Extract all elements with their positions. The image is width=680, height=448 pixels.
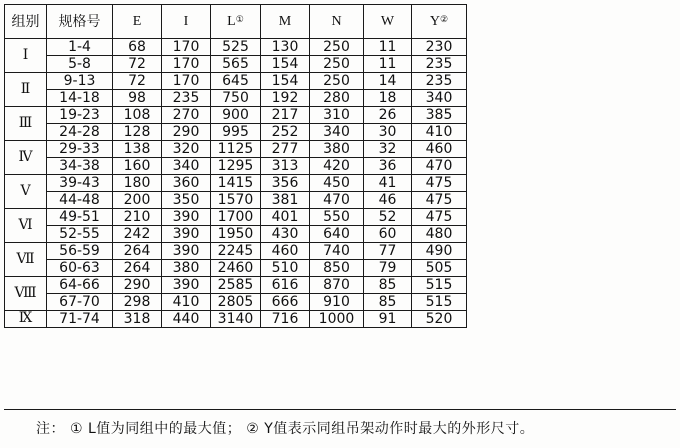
cell-l: 645 — [211, 73, 261, 90]
table-row — [5, 294, 677, 311]
footnote-text: 注： ① L值为同组中的最大值； ② Y值表示同组吊架动作时最大的外形尺寸。 — [36, 421, 535, 437]
blank-cell — [467, 56, 677, 73]
cell-e: 72 — [113, 73, 162, 90]
cell-n: 280 — [310, 90, 364, 107]
table-row — [5, 243, 677, 260]
cell-l: 1125 — [211, 141, 261, 158]
header-y — [412, 5, 467, 39]
cell-i: 270 — [162, 107, 211, 124]
cell-y: 410 — [412, 124, 467, 141]
cell-e: 72 — [113, 56, 162, 73]
cell-w: 26 — [364, 107, 412, 124]
blank-cell — [467, 107, 677, 124]
header-group: 组别 — [5, 5, 47, 39]
cell-l: 995 — [211, 124, 261, 141]
cell-spec: 60-63 — [47, 260, 113, 277]
cell-y: 340 — [412, 90, 467, 107]
cell-e: 318 — [113, 311, 162, 328]
blank-cell — [467, 243, 677, 260]
cell-n: 310 — [310, 107, 364, 124]
header-l — [211, 5, 261, 39]
table-row — [5, 158, 677, 175]
cell-n: 420 — [310, 158, 364, 175]
cell-l: 2805 — [211, 294, 261, 311]
cell-i: 340 — [162, 158, 211, 175]
cell-y: 235 — [412, 56, 467, 73]
cell-l: 2245 — [211, 243, 261, 260]
cell-w: 52 — [364, 209, 412, 226]
group-label: Ⅲ — [5, 107, 47, 141]
cell-i: 235 — [162, 90, 211, 107]
cell-i: 290 — [162, 124, 211, 141]
cell-l: 750 — [211, 90, 261, 107]
cell-n: 740 — [310, 243, 364, 260]
group-label: Ⅱ — [5, 73, 47, 107]
cell-e: 298 — [113, 294, 162, 311]
table-row — [5, 73, 677, 90]
spec-table — [4, 4, 676, 328]
table-row — [5, 209, 677, 226]
table-row — [5, 90, 677, 107]
blank-cell — [467, 141, 677, 158]
cell-l: 2460 — [211, 260, 261, 277]
cell-i: 350 — [162, 192, 211, 209]
cell-w: 85 — [364, 294, 412, 311]
cell-e: 210 — [113, 209, 162, 226]
cell-m: 716 — [261, 311, 310, 328]
cell-m: 430 — [261, 226, 310, 243]
cell-e: 242 — [113, 226, 162, 243]
cell-y: 475 — [412, 175, 467, 192]
blank-cell — [467, 294, 677, 311]
cell-i: 390 — [162, 226, 211, 243]
header-row — [5, 5, 677, 39]
cell-l: 1700 — [211, 209, 261, 226]
cell-e: 108 — [113, 107, 162, 124]
cell-l: 1570 — [211, 192, 261, 209]
cell-spec: 1-4 — [47, 39, 113, 56]
blank-cell — [467, 192, 677, 209]
cell-e: 68 — [113, 39, 162, 56]
footnote-area — [4, 409, 676, 440]
cell-y: 515 — [412, 294, 467, 311]
cell-n: 850 — [310, 260, 364, 277]
cell-i: 170 — [162, 39, 211, 56]
cell-w: 18 — [364, 90, 412, 107]
cell-l: 525 — [211, 39, 261, 56]
cell-l: 1295 — [211, 158, 261, 175]
cell-spec: 56-59 — [47, 243, 113, 260]
group-label: Ⅵ — [5, 209, 47, 243]
header-l-footnote-mark: ① — [235, 13, 244, 24]
cell-m: 460 — [261, 243, 310, 260]
cell-i: 410 — [162, 294, 211, 311]
cell-y: 235 — [412, 73, 467, 90]
cell-w: 77 — [364, 243, 412, 260]
cell-w: 11 — [364, 56, 412, 73]
cell-y: 490 — [412, 243, 467, 260]
cell-y: 520 — [412, 311, 467, 328]
cell-m: 381 — [261, 192, 310, 209]
cell-y: 230 — [412, 39, 467, 56]
cell-i: 390 — [162, 209, 211, 226]
header-y-footnote-mark: ② — [440, 13, 449, 24]
cell-n: 380 — [310, 141, 364, 158]
cell-m: 217 — [261, 107, 310, 124]
table-row — [5, 56, 677, 73]
cell-spec: 44-48 — [47, 192, 113, 209]
header-blank-cell — [467, 5, 677, 39]
cell-m: 252 — [261, 124, 310, 141]
cell-w: 79 — [364, 260, 412, 277]
cell-w: 11 — [364, 39, 412, 56]
group-label: Ⅰ — [5, 39, 47, 73]
cell-m: 313 — [261, 158, 310, 175]
blank-cell — [467, 73, 677, 90]
blank-cell — [467, 158, 677, 175]
cell-l: 900 — [211, 107, 261, 124]
cell-n: 470 — [310, 192, 364, 209]
table-row — [5, 311, 677, 328]
table-row — [5, 124, 677, 141]
cell-e: 160 — [113, 158, 162, 175]
cell-w: 14 — [364, 73, 412, 90]
blank-cell — [467, 124, 677, 141]
cell-l: 1415 — [211, 175, 261, 192]
header-l-label: L — [227, 13, 236, 29]
cell-w: 91 — [364, 311, 412, 328]
cell-e: 180 — [113, 175, 162, 192]
cell-m: 130 — [261, 39, 310, 56]
cell-spec: 39-43 — [47, 175, 113, 192]
cell-e: 98 — [113, 90, 162, 107]
cell-spec: 5-8 — [47, 56, 113, 73]
cell-m: 154 — [261, 56, 310, 73]
cell-y: 475 — [412, 209, 467, 226]
cell-y: 385 — [412, 107, 467, 124]
cell-e: 128 — [113, 124, 162, 141]
cell-y: 460 — [412, 141, 467, 158]
header-spec: 规格号 — [47, 5, 113, 39]
cell-w: 60 — [364, 226, 412, 243]
cell-y: 505 — [412, 260, 467, 277]
cell-n: 250 — [310, 39, 364, 56]
cell-i: 170 — [162, 73, 211, 90]
table-row — [5, 226, 677, 243]
cell-spec: 52-55 — [47, 226, 113, 243]
cell-i: 390 — [162, 243, 211, 260]
cell-spec: 64-66 — [47, 277, 113, 294]
header-m: M — [261, 5, 310, 39]
blank-cell — [467, 226, 677, 243]
cell-y: 475 — [412, 192, 467, 209]
cell-w: 85 — [364, 277, 412, 294]
cell-l: 1950 — [211, 226, 261, 243]
blank-cell — [467, 277, 677, 294]
cell-y: 515 — [412, 277, 467, 294]
cell-e: 264 — [113, 260, 162, 277]
cell-spec: 34-38 — [47, 158, 113, 175]
cell-n: 250 — [310, 73, 364, 90]
cell-spec: 29-33 — [47, 141, 113, 158]
cell-spec: 71-74 — [47, 311, 113, 328]
cell-y: 470 — [412, 158, 467, 175]
table-row — [5, 277, 677, 294]
group-label: Ⅴ — [5, 175, 47, 209]
table-body — [5, 39, 677, 328]
cell-n: 550 — [310, 209, 364, 226]
table-row — [5, 192, 677, 209]
group-label: Ⅸ — [5, 311, 47, 328]
header-e: E — [113, 5, 162, 39]
cell-l: 565 — [211, 56, 261, 73]
cell-m: 510 — [261, 260, 310, 277]
cell-spec: 9-13 — [47, 73, 113, 90]
cell-m: 616 — [261, 277, 310, 294]
cell-m: 192 — [261, 90, 310, 107]
cell-w: 32 — [364, 141, 412, 158]
cell-spec: 24-28 — [47, 124, 113, 141]
table-row — [5, 260, 677, 277]
cell-e: 138 — [113, 141, 162, 158]
table-row — [5, 175, 677, 192]
group-label: Ⅳ — [5, 141, 47, 175]
cell-spec: 19-23 — [47, 107, 113, 124]
blank-cell — [467, 39, 677, 56]
cell-w: 30 — [364, 124, 412, 141]
cell-w: 41 — [364, 175, 412, 192]
cell-n: 870 — [310, 277, 364, 294]
blank-cell — [467, 90, 677, 107]
cell-i: 170 — [162, 56, 211, 73]
cell-spec: 49-51 — [47, 209, 113, 226]
cell-w: 36 — [364, 158, 412, 175]
header-w: W — [364, 5, 412, 39]
cell-l: 2585 — [211, 277, 261, 294]
cell-w: 46 — [364, 192, 412, 209]
cell-spec: 14-18 — [47, 90, 113, 107]
cell-n: 250 — [310, 56, 364, 73]
cell-m: 356 — [261, 175, 310, 192]
cell-l: 3140 — [211, 311, 261, 328]
blank-cell — [467, 311, 677, 328]
blank-cell — [467, 260, 677, 277]
cell-i: 390 — [162, 277, 211, 294]
cell-y: 480 — [412, 226, 467, 243]
table-row — [5, 39, 677, 56]
cell-n: 340 — [310, 124, 364, 141]
cell-i: 360 — [162, 175, 211, 192]
table-row — [5, 141, 677, 158]
cell-spec: 67-70 — [47, 294, 113, 311]
cell-m: 277 — [261, 141, 310, 158]
cell-e: 290 — [113, 277, 162, 294]
cell-n: 1000 — [310, 311, 364, 328]
cell-e: 264 — [113, 243, 162, 260]
header-n: N — [310, 5, 364, 39]
blank-cell — [467, 175, 677, 192]
cell-m: 154 — [261, 73, 310, 90]
group-label: Ⅶ — [5, 243, 47, 277]
cell-e: 200 — [113, 192, 162, 209]
cell-i: 380 — [162, 260, 211, 277]
cell-i: 320 — [162, 141, 211, 158]
cell-m: 666 — [261, 294, 310, 311]
table-row — [5, 107, 677, 124]
cell-n: 640 — [310, 226, 364, 243]
group-label: Ⅷ — [5, 277, 47, 311]
cell-i: 440 — [162, 311, 211, 328]
cell-m: 401 — [261, 209, 310, 226]
header-i: I — [162, 5, 211, 39]
cell-n: 910 — [310, 294, 364, 311]
cell-n: 450 — [310, 175, 364, 192]
header-y-label: Y — [429, 13, 441, 29]
blank-cell — [467, 209, 677, 226]
